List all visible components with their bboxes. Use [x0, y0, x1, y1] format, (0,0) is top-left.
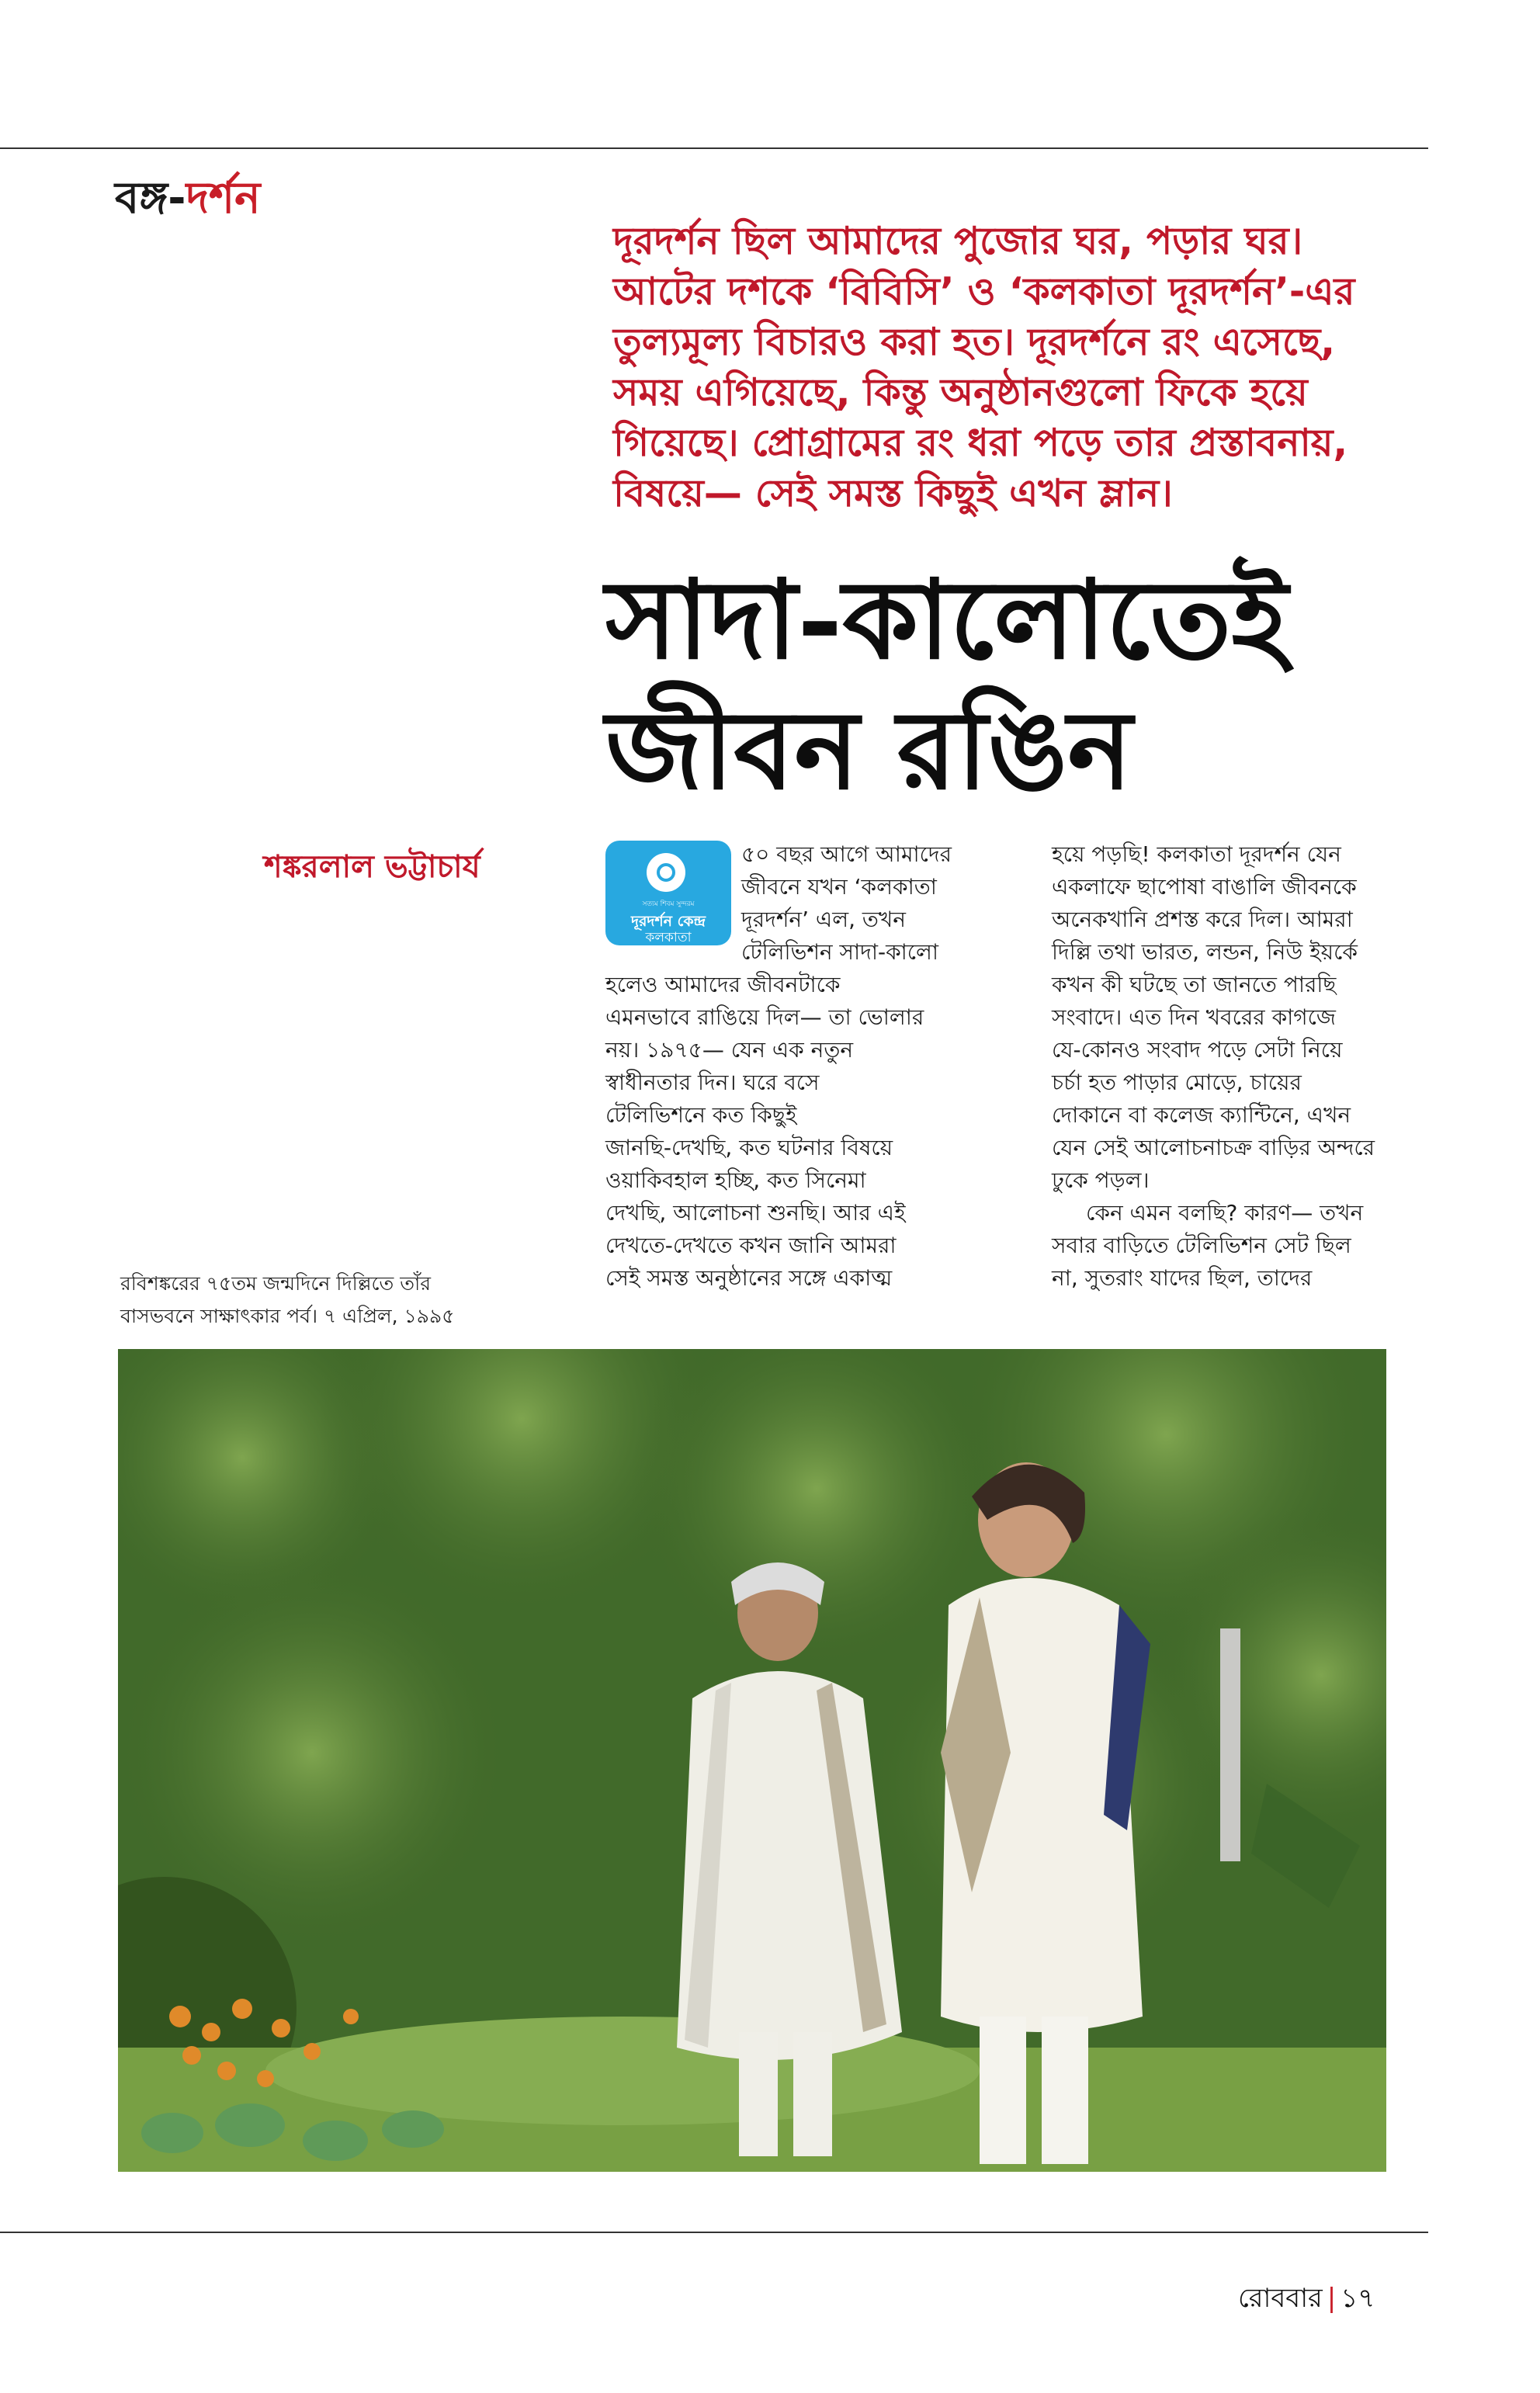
article-photo	[118, 1349, 1386, 2172]
body-line: কেন এমন বলছি? কারণ— তখন	[1086, 1200, 1364, 1226]
body-line: ওয়াকিবহাল হচ্ছি, কত সিনেমা	[605, 1167, 866, 1193]
body-line: জীবনে যখন ‘কলকাতা	[741, 874, 937, 900]
body-line: ৫০ বছর আগে আমাদের	[741, 841, 952, 867]
bottom-rule	[0, 2232, 1428, 2233]
body-line: দিল্লি তথা ভারত, লন্ডন, নিউ ইয়র্কে	[1052, 939, 1358, 965]
body-line: ঢুকে পড়ল।	[1052, 1167, 1150, 1193]
top-rule	[0, 147, 1428, 149]
body-line: সবার বাড়িতে টেলিভিশন সেট ছিল	[1052, 1233, 1351, 1258]
article-dek: দূরদর্শন ছিল আমাদের পুজোর ঘর, পড়ার ঘর। আটের দশকে ‘বিবিসি’ ও ‘কলকাতা দূরদর্শন’-এর তুল্যমূল্য বিচারও করা হত। দূরদর্শনে রং এসেছে, সময় এগিয়েছে, কিন্তু অনুষ্ঠানগুলো ফিকে হয়ে গিয়েছে। প্রোগ্রামের রং ধরা পড়ে তার প্রস্তাবনায়, বিষয়ে— সেই সমস্ত কিছুই এখন ম্লান।	[613, 219, 1355, 515]
section-label-part-a: বঙ্গ-	[115, 173, 186, 224]
body-line: দূরদর্শন’ এল, তখন	[741, 907, 906, 932]
body-line: টেলিভিশন সাদা-কালো	[741, 939, 939, 965]
doordarshan-logo	[605, 841, 731, 945]
page-footer	[1238, 2278, 1375, 2322]
logo-line-2: কলকাতা	[645, 930, 692, 945]
body-line: অনেকখানি প্রশস্ত করে দিল। আমরা	[1052, 907, 1353, 932]
body-line: জানছি-দেখছি, কত ঘটনার বিষয়ে	[605, 1135, 893, 1160]
body-line: দোকানে বা কলেজ ক্যান্টিনে, এখন	[1052, 1102, 1351, 1128]
body-line: হলেও আমাদের জীবনটাকে	[605, 972, 841, 997]
doordarshan-emblem-icon	[647, 853, 685, 892]
logo-tagline: সত্যম শিবম সুন্দরম	[642, 900, 695, 908]
body-line: একলাফে ছাপোষা বাঙালি জীবনকে	[1052, 874, 1357, 900]
body-line: দেখছি, আলোচনা শুনছি। আর এই	[605, 1200, 906, 1226]
body-column-2	[1052, 838, 1375, 1295]
body-line: নয়। ১৯৭৫— যেন এক নতুন	[605, 1037, 854, 1063]
publication-name: রোববার	[1238, 2283, 1323, 2314]
byline: শঙ্করলাল ভট্টাচার্য	[264, 849, 480, 885]
garden-photo-illustration	[118, 1349, 1386, 2172]
body-line: স্বাধীনতার দিন। ঘরে বসে	[605, 1070, 820, 1095]
caption-line-2: বাসভবনে সাক্ষাৎকার পর্ব। ৭ এপ্রিল, ১৯৯৫	[120, 1305, 455, 1327]
page-number: ১৭	[1341, 2283, 1375, 2314]
body-line: না, সুতরাং যাদের ছিল, তাদের	[1052, 1265, 1313, 1291]
body-line: চর্চা হত পাড়ার মোড়ে, চায়ের	[1052, 1070, 1302, 1095]
photo-caption	[120, 1268, 454, 1333]
footer-separator: |	[1327, 2283, 1337, 2314]
headline-line-1: সাদা-কালোতেই	[605, 557, 1289, 684]
headline-line-2: জীবন রঙিন	[605, 687, 1132, 814]
body-line: যে-কোনও সংবাদ পড়ে সেটা নিয়ে	[1052, 1037, 1343, 1063]
logo-line-1: দূরদর্শন কেন্দ্র	[631, 913, 706, 930]
body-line: দেখতে-দেখতে কখন জানি আমরা	[605, 1233, 897, 1258]
body-line: হয়ে পড়ছি! কলকাতা দূরদর্শন যেন	[1052, 841, 1341, 867]
caption-line-1: রবিশঙ্করের ৭৫তম জন্মদিনে দিল্লিতে তাঁর	[120, 1272, 432, 1295]
body-line: সংবাদে। এত দিন খবরের কাগজে	[1052, 1004, 1336, 1030]
body-line: কখন কী ঘটছে তা জানতে পারছি	[1052, 972, 1337, 997]
body-line: সেই সমস্ত অনুষ্ঠানের সঙ্গে একাত্ম	[605, 1265, 893, 1291]
section-label	[115, 165, 261, 238]
article-headline	[605, 555, 1382, 816]
body-line: টেলিভিশনে কত কিছুই	[605, 1102, 797, 1128]
body-line: এমনভাবে রাঙিয়ে দিল— তা ভোলার	[605, 1004, 924, 1030]
section-label-part-b: দর্শন	[186, 173, 261, 224]
body-line: যেন সেই আলোচনাচক্র বাড়ির অন্দরে	[1052, 1135, 1375, 1160]
